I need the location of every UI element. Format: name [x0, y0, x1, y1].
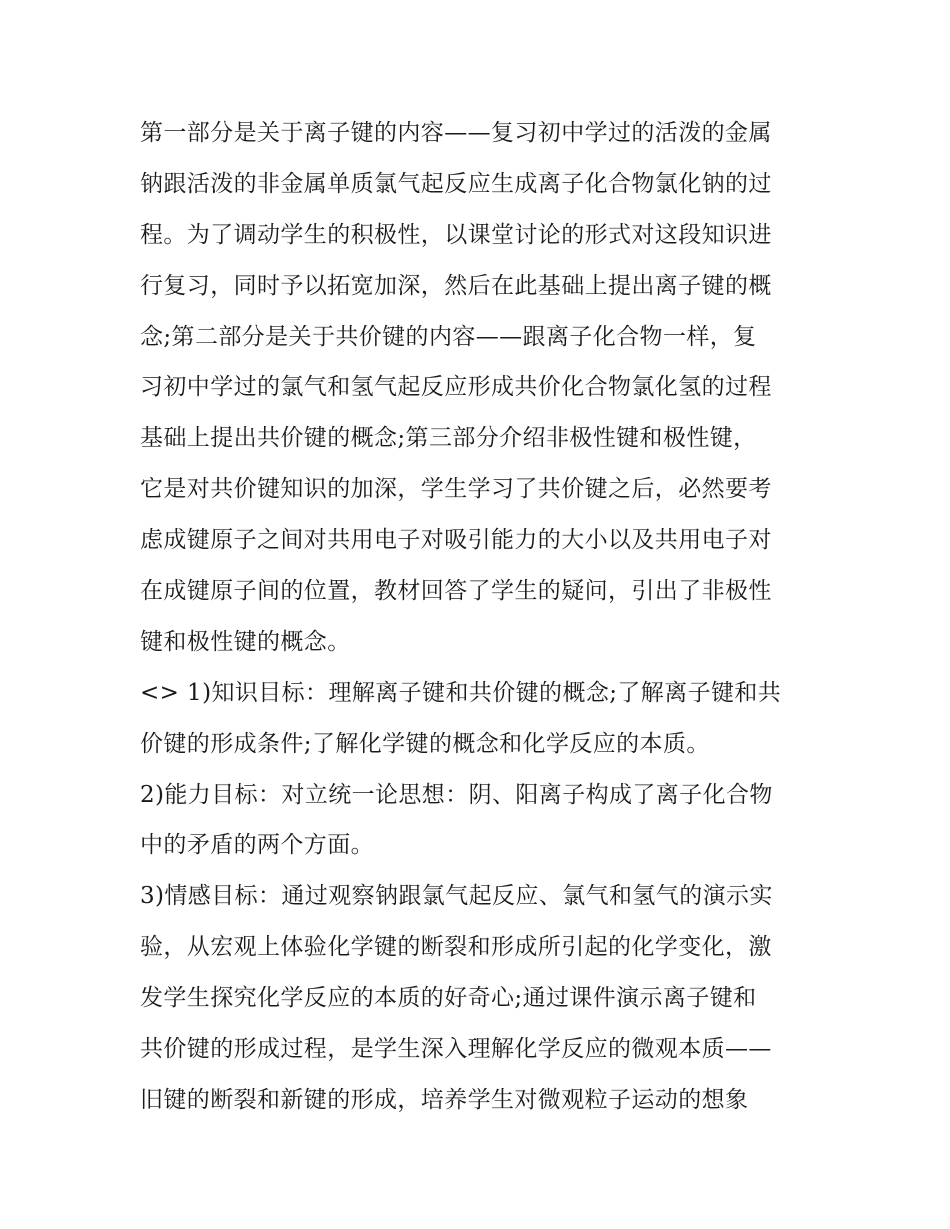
text-line: 3)情感目标：通过观察钠跟氯气起反应、氯气和氢气的演示实: [140, 883, 773, 910]
text-line: 习初中学过的氯气和氢气起反应形成共价化合物氯化氢的过程: [140, 374, 772, 401]
text-line: 它是对共价键知识的加深，学生学习了共价键之后，必然要考: [140, 476, 772, 503]
text-line: <> 1)知识目标：理解离子键和共价键的概念;了解离子键和共: [140, 679, 782, 706]
text-line: 发学生探究化学反应的本质的好奇心;通过课件演示离子键和: [140, 985, 757, 1012]
text-line: 钠跟活泼的非金属单质氯气起反应生成离子化合物氯化钠的过: [140, 170, 772, 197]
text-line: 念;第二部分是关于共价键的内容——跟离子化合物一样，复: [140, 323, 757, 350]
text-line: 虑成键原子之间对共用电子对吸引能力的大小以及共用电子对: [140, 527, 772, 554]
document-body: [140, 108, 820, 1126]
text-line: 程。为了调动学生的积极性，以课堂讨论的形式对这段知识进: [140, 221, 772, 248]
text-line: 基础上提出共价键的概念;第三部分介绍非极性键和极性键，: [140, 425, 757, 452]
text-line: 在成键原子间的位置，教材回答了学生的疑问，引出了非极性: [140, 578, 772, 605]
text-line: 验，从宏观上体验化学键的断裂和形成所引起的化学变化，激: [140, 934, 772, 961]
text-line: 第一部分是关于离子键的内容——复习初中学过的活泼的金属: [140, 120, 772, 146]
text-line: 键和极性键的概念。: [140, 628, 351, 655]
text-line: 旧键的断裂和新键的形成，培养学生对微观粒子运动的想象: [140, 1086, 749, 1113]
text-line: 共价键的形成过程，是学生深入理解化学反应的微观本质——: [140, 1036, 772, 1063]
text-line: 价键的形成条件;了解化学键的概念和化学反应的本质。: [140, 730, 710, 757]
text-line: 行复习，同时予以拓宽加深，然后在此基础上提出离子键的概: [140, 272, 772, 299]
text-line: 2)能力目标：对立统一论思想：阴、阳离子构成了离子化合物: [140, 781, 773, 808]
text-line: 中的矛盾的两个方面。: [140, 832, 374, 859]
